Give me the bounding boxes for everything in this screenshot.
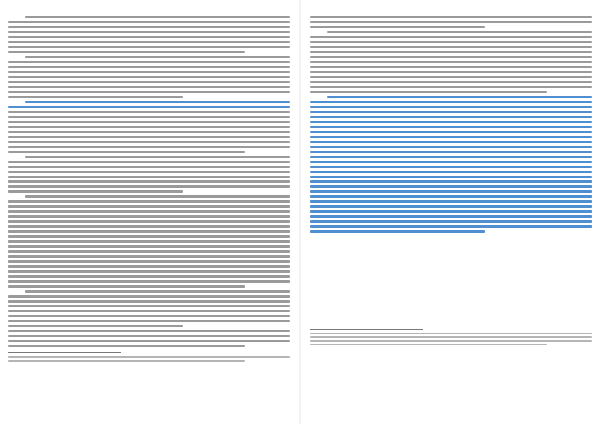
text-line [8, 66, 290, 68]
text-line [310, 61, 592, 63]
text-line [8, 31, 290, 33]
text-line [8, 310, 290, 312]
text-line [8, 141, 290, 143]
text-line [310, 51, 592, 53]
text-line [25, 195, 290, 197]
text-line [8, 116, 290, 118]
text-line [8, 340, 290, 342]
highlighted-text-line [310, 166, 592, 168]
text-line [8, 230, 290, 232]
highlighted-text-line [310, 230, 485, 232]
text-line [8, 325, 183, 327]
footnote-line [310, 344, 547, 346]
text-line [8, 285, 245, 287]
text-line [8, 185, 290, 187]
highlighted-text-line [310, 101, 592, 103]
highlighted-text-line [310, 176, 592, 178]
highlighted-text-line [310, 220, 592, 222]
text-line [8, 235, 290, 237]
text-line [8, 61, 290, 63]
highlighted-text-line [310, 146, 592, 148]
text-line [8, 121, 290, 123]
highlighted-text-line [327, 96, 592, 98]
text-line [8, 295, 290, 297]
highlighted-text-line [310, 161, 592, 163]
text-line [8, 315, 290, 317]
text-line [8, 166, 290, 168]
body-text-right [310, 16, 592, 233]
text-line [8, 131, 290, 133]
text-line [310, 81, 592, 83]
text-line [8, 215, 290, 217]
text-line [8, 220, 290, 222]
text-line [8, 190, 183, 192]
highlighted-text-line [310, 121, 592, 123]
text-line [8, 345, 245, 347]
text-line [310, 46, 592, 48]
highlighted-text-line [310, 141, 592, 143]
text-line [8, 96, 183, 98]
footnote-line [310, 336, 592, 338]
text-line [8, 280, 290, 282]
text-line [8, 265, 290, 267]
text-line [310, 36, 592, 38]
highlighted-text-line [310, 210, 592, 212]
text-line [8, 41, 290, 43]
footnote-line [310, 333, 592, 335]
text-line [8, 51, 245, 53]
text-line [310, 66, 592, 68]
highlighted-text-line [310, 180, 592, 182]
footnotes-right [310, 333, 592, 345]
right-page [300, 0, 600, 424]
text-line [310, 71, 592, 73]
text-line [310, 76, 592, 78]
text-line [8, 245, 290, 247]
text-line [8, 240, 290, 242]
highlighted-text-line [310, 215, 592, 217]
footnote-line [310, 340, 592, 342]
text-line [8, 176, 290, 178]
text-line [8, 180, 290, 182]
highlighted-text-line [310, 111, 592, 113]
text-line [25, 290, 290, 292]
text-line [8, 36, 290, 38]
highlighted-text-line [310, 106, 592, 108]
text-line [8, 26, 290, 28]
text-line [310, 56, 592, 58]
text-line [310, 41, 592, 43]
text-line [8, 300, 290, 302]
text-line [8, 71, 290, 73]
highlighted-text-line [310, 185, 592, 187]
highlighted-text-line [310, 156, 592, 158]
text-line [8, 21, 290, 23]
footnotes-left [8, 356, 290, 361]
highlighted-text-line [310, 190, 592, 192]
text-line [25, 156, 290, 158]
text-line [8, 91, 290, 93]
text-line [25, 16, 290, 18]
text-line [8, 225, 290, 227]
text-line [8, 270, 290, 272]
text-line [8, 46, 290, 48]
text-line [8, 136, 290, 138]
highlighted-text-line [310, 126, 592, 128]
text-line [8, 255, 290, 257]
text-line [8, 210, 290, 212]
text-line [8, 330, 290, 332]
text-line [8, 305, 290, 307]
footnote-separator [8, 352, 121, 353]
body-text-left [8, 16, 290, 347]
highlighted-text-line [310, 136, 592, 138]
text-line [327, 31, 592, 33]
text-line [8, 81, 290, 83]
highlighted-text-line [310, 205, 592, 207]
text-line [25, 56, 290, 58]
text-line [8, 275, 290, 277]
text-line [310, 16, 592, 18]
highlighted-text-line [310, 131, 592, 133]
text-line [8, 86, 290, 88]
text-line [8, 250, 290, 252]
text-line [8, 200, 290, 202]
footnote-line [8, 360, 245, 362]
highlighted-text-line [310, 116, 592, 118]
footnote-separator [310, 329, 423, 330]
text-line [310, 21, 592, 23]
highlighted-text-line [310, 195, 592, 197]
text-line [310, 86, 592, 88]
text-line [8, 151, 245, 153]
text-line [8, 76, 290, 78]
text-line [8, 171, 290, 173]
text-line [8, 146, 290, 148]
text-line [8, 335, 290, 337]
text-line [8, 111, 290, 113]
text-line [8, 205, 290, 207]
text-line [8, 126, 290, 128]
text-line [310, 26, 485, 28]
text-line [8, 260, 290, 262]
highlighted-text-line [310, 200, 592, 202]
highlighted-text-line [310, 151, 592, 153]
highlighted-text-line [8, 106, 290, 108]
text-line [310, 91, 547, 93]
footnote-line [8, 356, 290, 358]
highlighted-text-line [310, 225, 592, 227]
text-line [8, 320, 290, 322]
text-line [8, 161, 290, 163]
highlighted-text-line [25, 101, 290, 103]
highlighted-text-line [310, 171, 592, 173]
